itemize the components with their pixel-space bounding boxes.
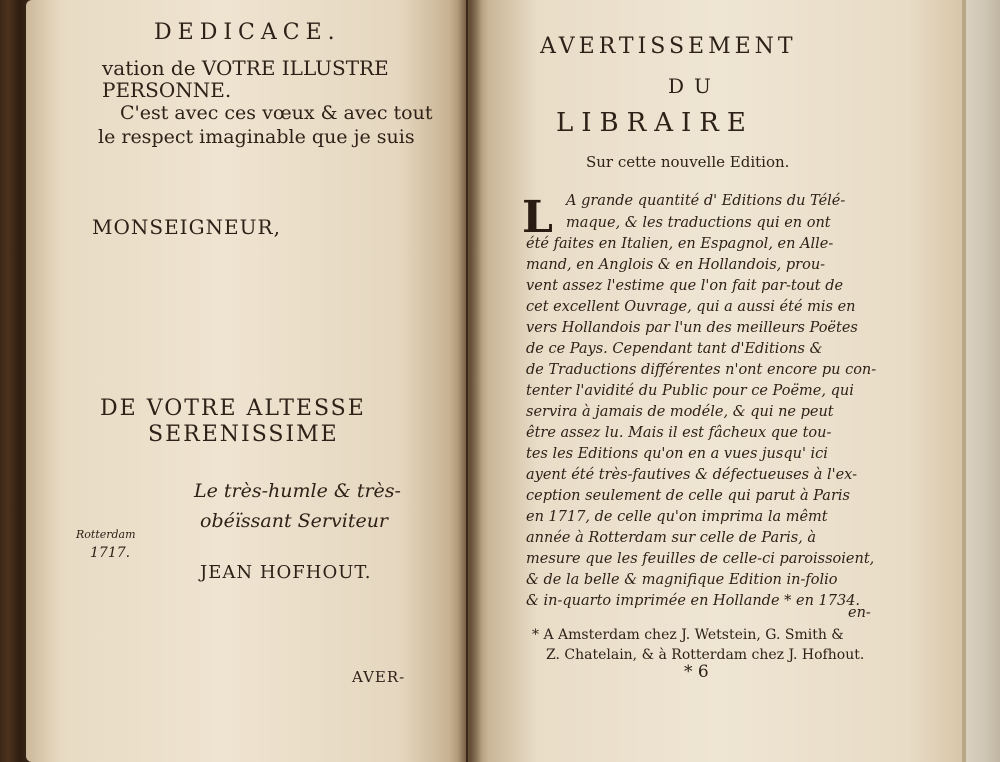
page-signature: * 6 xyxy=(684,662,709,682)
catchword-left: AVER- xyxy=(352,668,406,686)
body-line: en 1717, de celle qu'on imprima la mêmt xyxy=(526,509,828,525)
dedication-line: le respect imaginable que je suis xyxy=(98,126,415,148)
footnote-line: * A Amsterdam chez J. Wetstein, G. Smith & xyxy=(532,627,844,643)
body-line: servira à jamais de modéle, & qui ne peut xyxy=(526,404,834,420)
book-gutter xyxy=(458,0,482,762)
notice-subtitle: Sur cette nouvelle Edition. xyxy=(586,153,790,171)
body-line: mand, en Anglois & en Hollandois, prou- xyxy=(526,257,826,273)
body-line: année à Rotterdam sur celle de Paris, à xyxy=(526,530,817,546)
body-line: & de la belle & magnifique Edition in-folio xyxy=(526,572,838,588)
body-line: tes les Editions qu'on en a vues jusqu' ici xyxy=(526,446,828,462)
dedication-line: vation de VOTRE ILLUSTRE xyxy=(102,56,389,80)
footnote-line: Z. Chatelain, & à Rotterdam chez J. Hofhout. xyxy=(546,647,865,663)
signature-line: Le très-humle & très- xyxy=(194,480,401,502)
signature-line: obéïssant Serviteur xyxy=(200,510,389,532)
body-line: cet excellent Ouvrage, qui a aussi été mis en xyxy=(526,299,856,315)
body-line: été faites en Italien, en Espagnol, en Alle- xyxy=(526,236,834,252)
body-line: & in-quarto imprimée en Hollande * en 1734. xyxy=(526,593,861,609)
body-line: ayent été très-fautives & défectueuses à l'ex- xyxy=(526,467,857,483)
body-line: vers Hollandois par l'un des meilleurs Poëtes xyxy=(526,320,858,336)
dedication-heading: DEDICACE. xyxy=(154,20,341,45)
year-label: 1717. xyxy=(90,545,131,561)
notice-heading-line: AVERTISSEMENT xyxy=(540,34,797,59)
body-line: A grande quantité d' Editions du Télé- xyxy=(566,193,846,209)
body-line: tenter l'avidité du Public pour ce Poëme, qui xyxy=(526,383,854,399)
catchword-right: en- xyxy=(848,605,871,621)
dedication-line: PERSONNE. xyxy=(102,78,232,102)
body-line: vent assez l'estime que l'on fait par-tout de xyxy=(526,278,844,294)
body-line: ception seulement de celle qui parut à Paris xyxy=(526,488,850,504)
body-line: maque, & les traductions qui en ont xyxy=(566,215,831,231)
notice-heading-line: LIBRAIRE xyxy=(556,108,754,138)
signer-name: JEAN HOFHOUT. xyxy=(200,562,372,583)
notice-heading-line: DU xyxy=(668,74,721,98)
page-edges xyxy=(962,0,1000,762)
closing-title-line: DE VOTRE ALTESSE xyxy=(100,396,366,421)
salutation: MONSEIGNEUR, xyxy=(92,215,281,239)
body-line: de Traductions différentes n'ont encore pu con- xyxy=(526,362,877,378)
closing-title-line: SERENISSIME xyxy=(148,422,339,447)
dedication-line: C'est avec ces vœux & avec tout xyxy=(120,102,433,124)
drop-cap: L xyxy=(522,192,553,243)
body-line: de ce Pays. Cependant tant d'Editions & xyxy=(526,341,823,357)
place-label: Rotterdam xyxy=(76,528,136,541)
body-line: mesure que les feuilles de celle-ci paroissoient, xyxy=(526,551,875,567)
body-line: être assez lu. Mais il est fâcheux que tou- xyxy=(526,425,832,441)
